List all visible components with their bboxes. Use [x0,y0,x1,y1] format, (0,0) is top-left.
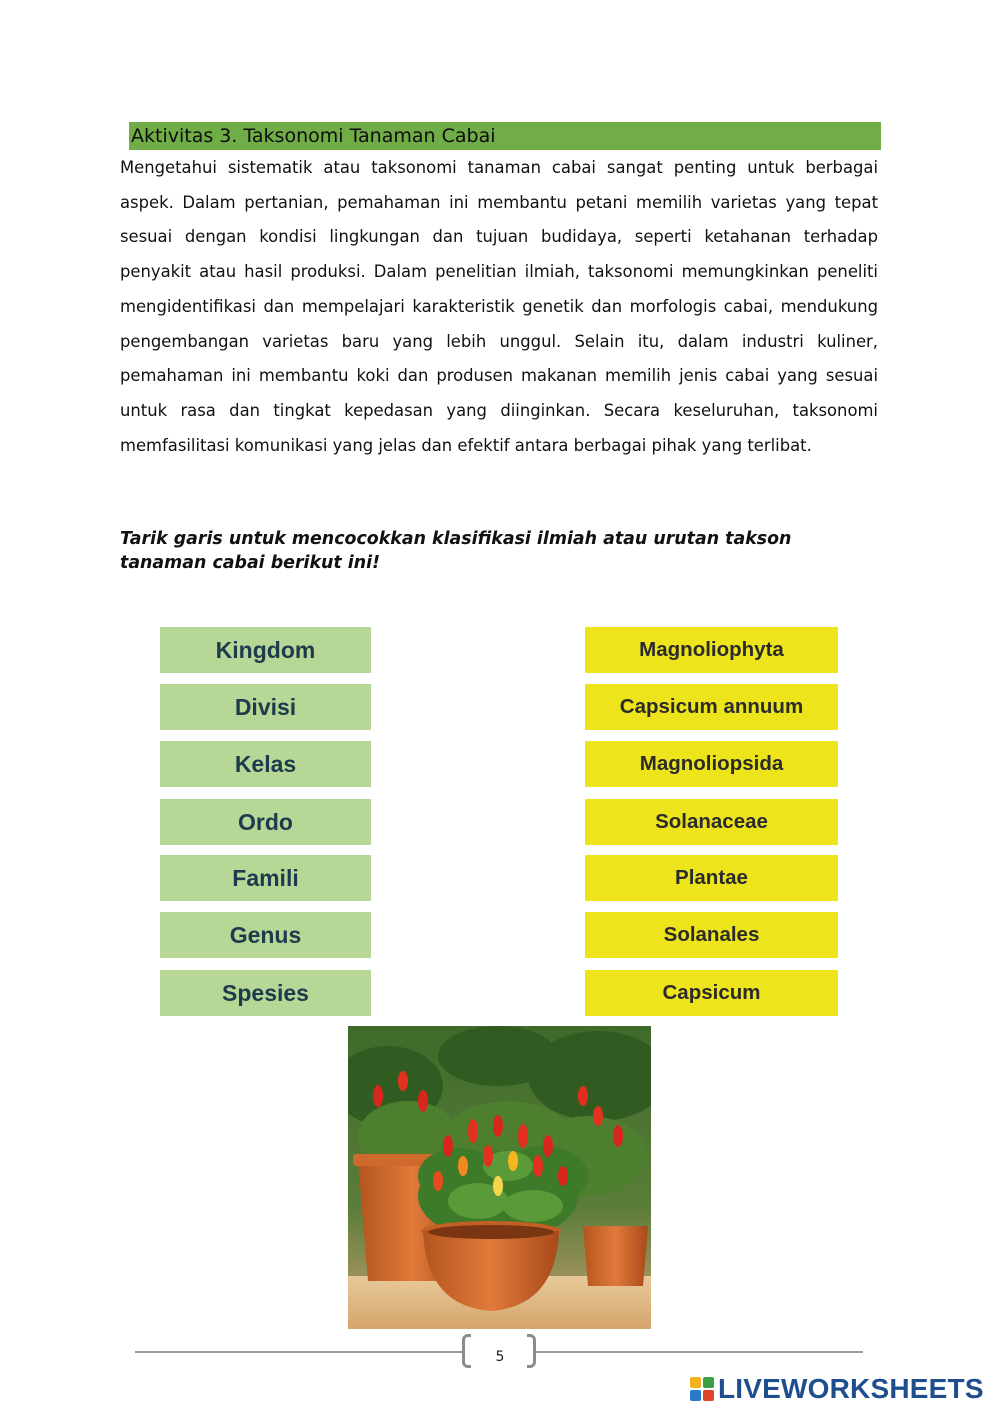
rank-box-kelas[interactable]: Kelas [160,741,371,787]
name-box-magnoliophyta[interactable]: Magnoliophyta [585,627,838,673]
name-box-solanaceae[interactable]: Solanaceae [585,799,838,845]
name-box-plantae[interactable]: Plantae [585,855,838,901]
activity-heading: Aktivitas 3. Taksonomi Tanaman Cabai [129,122,881,150]
page-number: 5 [495,1349,505,1365]
name-box-capsicum[interactable]: Capsicum [585,970,838,1016]
liveworksheets-wordmark: LIVEWORKSHEETS [718,1373,984,1404]
rank-box-kingdom[interactable]: Kingdom [160,627,371,673]
name-box-solanales[interactable]: Solanales [585,912,838,958]
rank-box-famili[interactable]: Famili [160,855,371,901]
chili-plant-illustration [348,1026,651,1329]
chili-plant-photo [348,1026,651,1329]
footer-bracket-right [527,1334,536,1368]
liveworksheets-logo-icon [690,1377,714,1401]
name-box-magnoliopsida[interactable]: Magnoliopsida [585,741,838,787]
rank-box-spesies[interactable]: Spesies [160,970,371,1016]
footer-rule-left [135,1351,462,1353]
rank-box-ordo[interactable]: Ordo [160,799,371,845]
liveworksheets-logo[interactable] [690,1372,990,1406]
name-box-capsicum-annuum[interactable]: Capsicum annuum [585,684,838,730]
footer-rule-right [536,1351,863,1353]
rank-box-divisi[interactable]: Divisi [160,684,371,730]
footer-bracket-left [462,1334,471,1368]
rank-box-genus[interactable]: Genus [160,912,371,958]
instruction-text: Tarik garis untuk mencocokkan klasifikasi ilmiah atau urutan takson tanaman cabai berikut ini! [120,529,792,573]
intro-paragraph: Mengetahui sistematik atau taksonomi tanaman cabai sangat penting untuk berbagai aspek. Dalam pertanian, pemahaman ini membantu petani memilih varietas yang tepat sesuai dengan kondisi lingkungan dan tujuan budidaya, seperti ketahanan terhadap penyakit atau hasil produksi. Dalam penelitian ilmiah, taksonomi memungkinkan peneliti mengidentifikasi dan mempelajari karakteristik genetik dan morfologis cabai, mendukung pengembangan varietas baru yang lebih unggul. Selain itu, dalam industri kuliner, pemahaman ini membantu koki dan produsen makanan memilih jenis cabai yang sesuai untuk rasa dan tingkat kepedasan yang diinginkan. Secara keseluruhan, taksonomi memfasilitasi komunikasi yang jelas dan efektif antara berbagai pihak yang terlibat. [120,158,878,455]
